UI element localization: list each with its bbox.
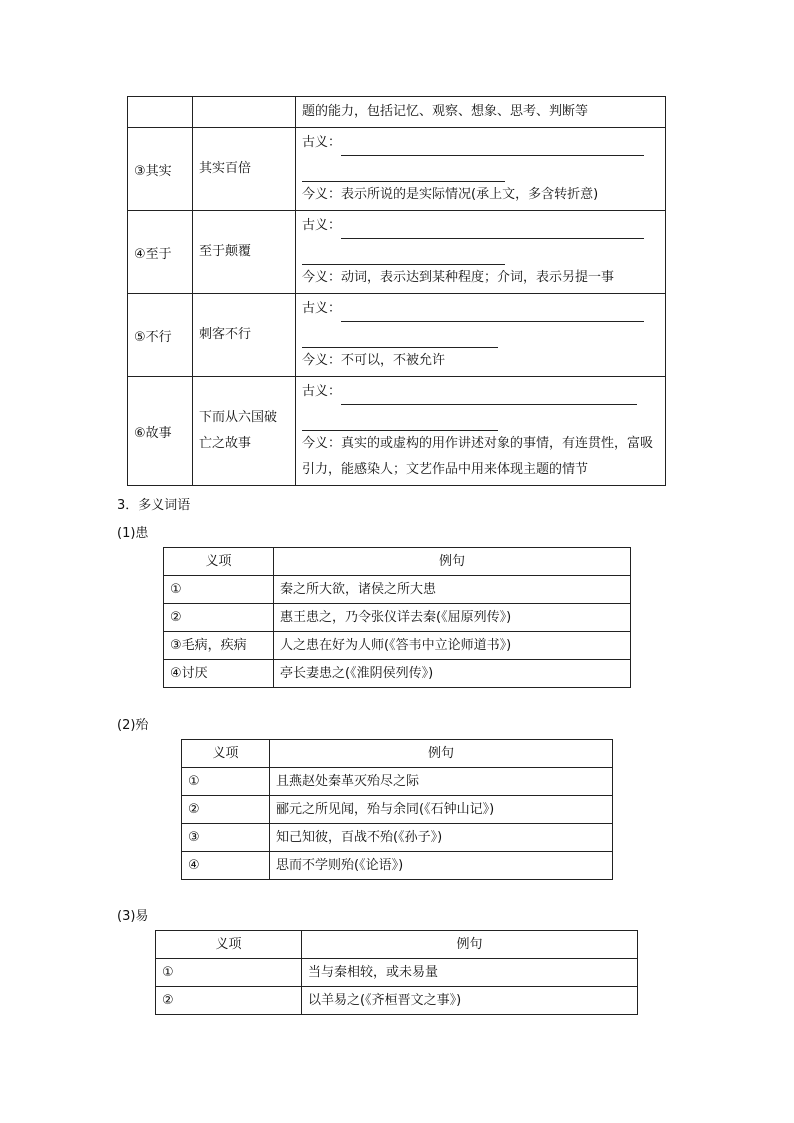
example-cell: 人之患在好为人师(《答韦中立论师道书》) [274,632,631,660]
example-cell: 下而从六国破亡之故事 [193,377,296,486]
header-example: 例句 [302,931,638,959]
meaning-cell: ② [182,796,270,824]
subsection-title-huan: (1)患 [117,526,149,541]
ancient-blank[interactable] [341,139,644,156]
table-row [164,604,631,632]
meaning-cell: ③毛病，疾病 [164,632,274,660]
table-row [164,660,631,688]
meaning-cell [296,377,666,486]
table-row [182,796,613,824]
meaning-cell: ① [156,959,302,987]
word-cell: ④至于 [128,211,193,294]
example-cell: 至于颠覆 [193,211,296,294]
meaning-cell: ② [156,987,302,1015]
example-cell: 秦之所大欲，诸侯之所大患 [274,576,631,604]
example-cell: 其实百倍 [193,128,296,211]
subsection-title-dai: (2)殆 [117,718,149,733]
ancient-label: 古义： [302,135,342,150]
example-cell: 郦元之所见闻，殆与余同(《石钟山记》) [270,796,613,824]
meaning-cell [296,97,666,128]
section-title: 3．多义词语 [117,498,191,513]
header-meaning: 义项 [164,548,274,576]
word-meaning-table [127,96,666,486]
example-cell: 亭长妻患之(《淮阴侯列传》) [274,660,631,688]
table-row [182,824,613,852]
table-row [182,768,613,796]
meaning-cell: ① [164,576,274,604]
word-cell [128,97,193,128]
meaning-cell: ④ [182,852,270,880]
table-row [164,576,631,604]
example-cell: 思而不学则殆(《论语》) [270,852,613,880]
meaning-cell: ② [164,604,274,632]
ancient-blank[interactable] [341,388,637,405]
example-cell: 刺客不行 [193,294,296,377]
example-cell: 惠王患之，乃令张仪详去秦(《屈原列传》) [274,604,631,632]
meaning-cell [296,128,666,211]
modern-meaning: 今义：表示所说的是实际情况(承上文，多含转折意) [302,187,599,202]
ancient-blank-cont[interactable] [302,248,505,265]
example-cell: 且燕赵处秦革灭殆尽之际 [270,768,613,796]
header-example: 例句 [274,548,631,576]
meaning-cell: ① [182,768,270,796]
ancient-blank-cont[interactable] [302,331,498,348]
ancient-blank[interactable] [341,305,644,322]
modern-meaning: 今义：真实的或虚构的用作讲述对象的事情，有连贯性，富吸引力，能感染人；文艺作品中用来体现主题的情节 [302,436,654,477]
ancient-blank[interactable] [341,222,644,239]
header-example: 例句 [270,740,613,768]
meaning-cell [296,211,666,294]
subsection-title-yi: (3)易 [117,909,149,924]
table-row [164,632,631,660]
table-row [182,852,613,880]
table-row [156,987,638,1015]
header-meaning: 义项 [182,740,270,768]
ancient-label: 古义： [302,218,342,233]
word-cell: ⑥故事 [128,377,193,486]
ancient-blank-cont[interactable] [302,414,498,431]
word-cell: ⑤不行 [128,294,193,377]
header-meaning: 义项 [156,931,302,959]
modern-meaning: 今义：动词，表示达到某种程度；介词，表示另提一事 [302,270,615,285]
polysemy-table-huan [163,547,631,688]
modern-meaning: 今义：不可以，不被允许 [302,353,446,368]
example-cell: 当与秦相较，或未易量 [302,959,638,987]
meaning-line: 题的能力，包括记忆、观察、想象、思考、判断等 [302,104,589,119]
meaning-cell [296,294,666,377]
table-row [156,959,638,987]
meaning-cell: ④讨厌 [164,660,274,688]
meaning-cell: ③ [182,824,270,852]
polysemy-table-dai [181,739,613,880]
polysemy-table-yi [155,930,638,1015]
ancient-blank-cont[interactable] [302,165,505,182]
ancient-label: 古义： [302,384,342,399]
example-cell: 知己知彼，百战不殆(《孙子》) [270,824,613,852]
example-cell [193,97,296,128]
ancient-label: 古义： [302,301,342,316]
example-cell: 以羊易之(《齐桓晋文之事》) [302,987,638,1015]
word-cell: ③其实 [128,128,193,211]
